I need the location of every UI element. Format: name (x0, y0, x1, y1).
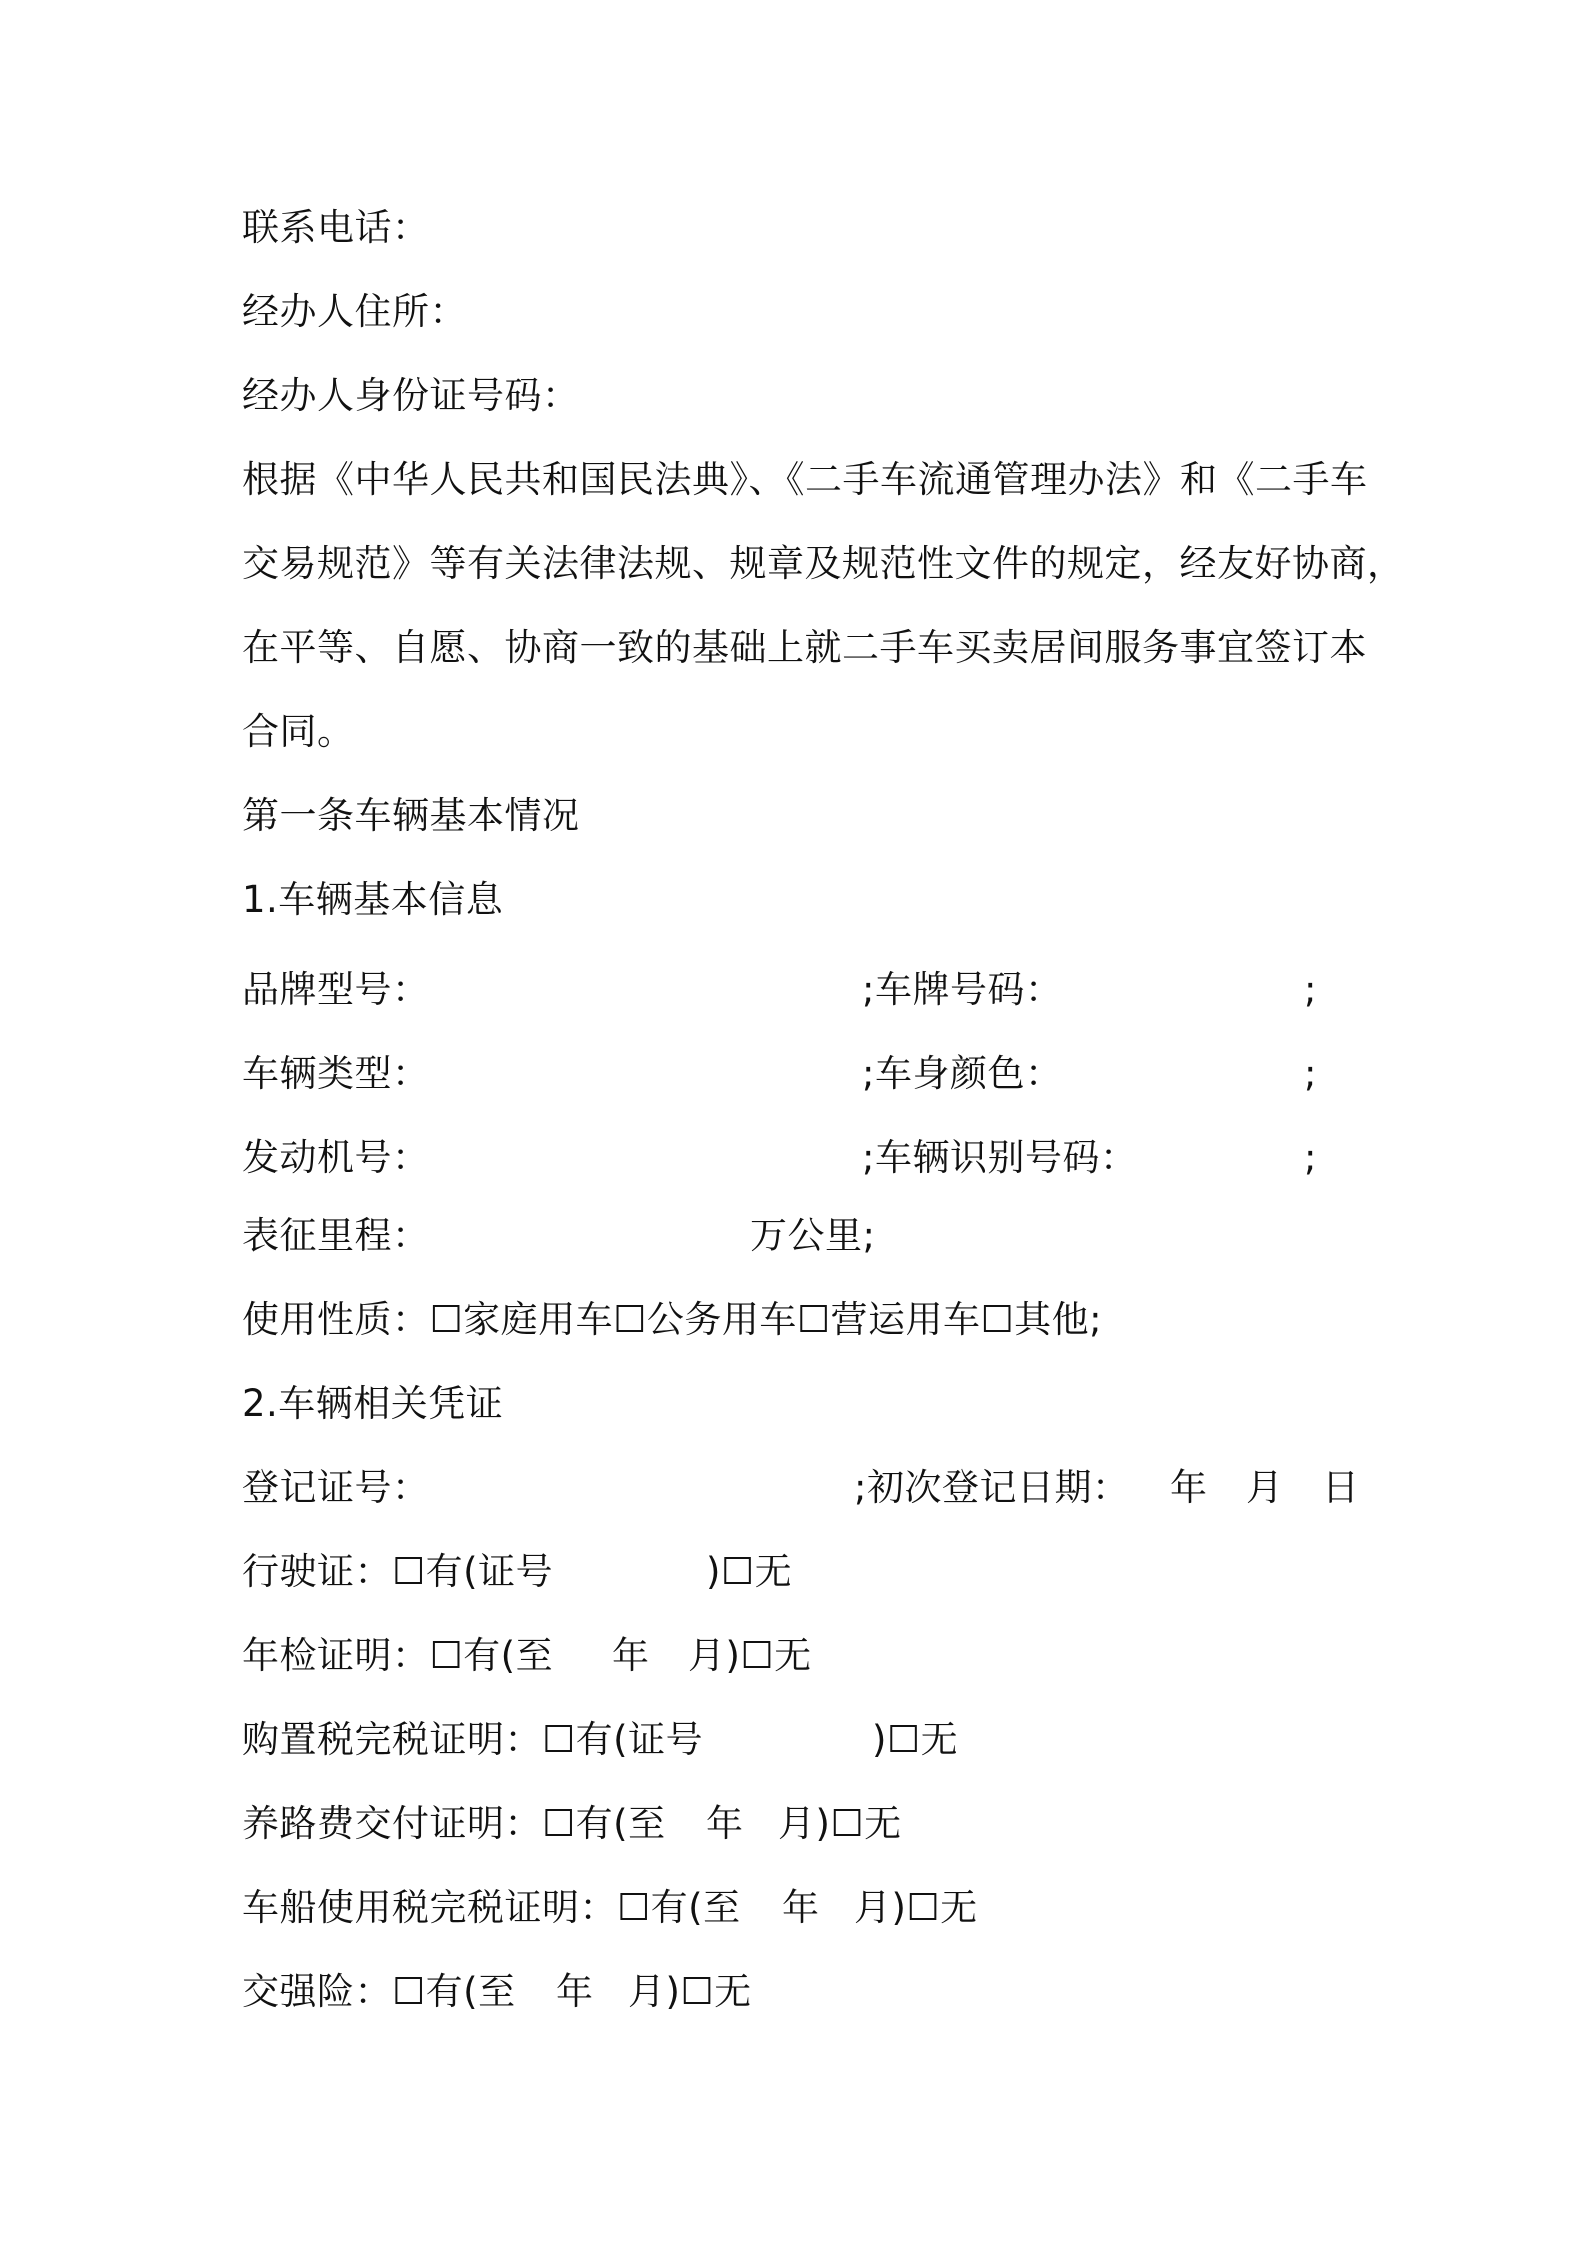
brand-label: 品牌型号： (242, 968, 430, 1011)
road-fee-year: 年 (706, 1802, 744, 1845)
color-label: ;车身颜色： (862, 1052, 1063, 1095)
agent-address-label: 经办人住所： (242, 290, 467, 333)
license-label: 行驶证：☐有(证号 (242, 1550, 554, 1593)
agent-id-label: 经办人身份证号码： (242, 374, 580, 417)
preamble-line-4: 合同。 (242, 710, 355, 753)
plate-label: ;车牌号码： (862, 968, 1063, 1011)
article-1-title: 第一条车辆基本情况 (242, 794, 580, 837)
day-label: 日 (1322, 1466, 1360, 1509)
road-fee-label: 养路费交付证明：☐有(至 (242, 1802, 666, 1845)
engine-label: 发动机号： (242, 1136, 430, 1179)
preamble-line-3: 在平等、自愿、协商一致的基础上就二手车买卖居间服务事宜签订本 (242, 626, 1367, 669)
row-end-semicolon: ; (1304, 968, 1317, 1011)
road-fee-end: 月)☐无 (778, 1802, 902, 1845)
insurance-end: 月)☐无 (628, 1970, 752, 2013)
year-label: 年 (1170, 1466, 1208, 1509)
preamble-line-1: 根据《中华人民共和国民法典》、《二手车流通管理办法》和《二手车 (242, 458, 1368, 501)
reg-no-label: 登记证号： (242, 1466, 430, 1509)
section-1-title: 1.车辆基本信息 (242, 878, 504, 921)
vehicle-type-label: 车辆类型： (242, 1052, 430, 1095)
license-end: )☐无 (706, 1550, 793, 1593)
mileage-unit: 万公里; (750, 1214, 876, 1257)
section-2-title: 2.车辆相关凭证 (242, 1382, 504, 1425)
row-end-semicolon: ; (1304, 1052, 1317, 1095)
purchase-tax-end: )☐无 (872, 1718, 959, 1761)
insurance-label: 交强险：☐有(至 (242, 1970, 516, 2013)
inspection-end: 月)☐无 (688, 1634, 812, 1677)
preamble-line-2: 交易规范》等有关法律法规、规章及规范性文件的规定，经友好协商， (242, 542, 1405, 585)
first-reg-label: ;初次登记日期： (854, 1466, 1130, 1509)
row-end-semicolon: ; (1304, 1136, 1317, 1179)
inspection-label: 年检证明：☐有(至 (242, 1634, 554, 1677)
phone-label: 联系电话： (242, 206, 430, 249)
purchase-tax-label: 购置税完税证明：☐有(证号 (242, 1718, 704, 1761)
mileage-label: 表征里程： (242, 1214, 430, 1257)
vessel-tax-label: 车船使用税完税证明：☐有(至 (242, 1886, 741, 1929)
vessel-tax-year: 年 (782, 1886, 820, 1929)
usage-row: 使用性质：☐家庭用车☐公务用车☐营运用车☐其他; (242, 1298, 1103, 1341)
vessel-tax-end: 月)☐无 (854, 1886, 978, 1929)
inspection-year: 年 (612, 1634, 650, 1677)
insurance-year: 年 (556, 1970, 594, 2013)
month-label: 月 (1246, 1466, 1284, 1509)
vin-label: ;车辆识别号码： (862, 1136, 1138, 1179)
